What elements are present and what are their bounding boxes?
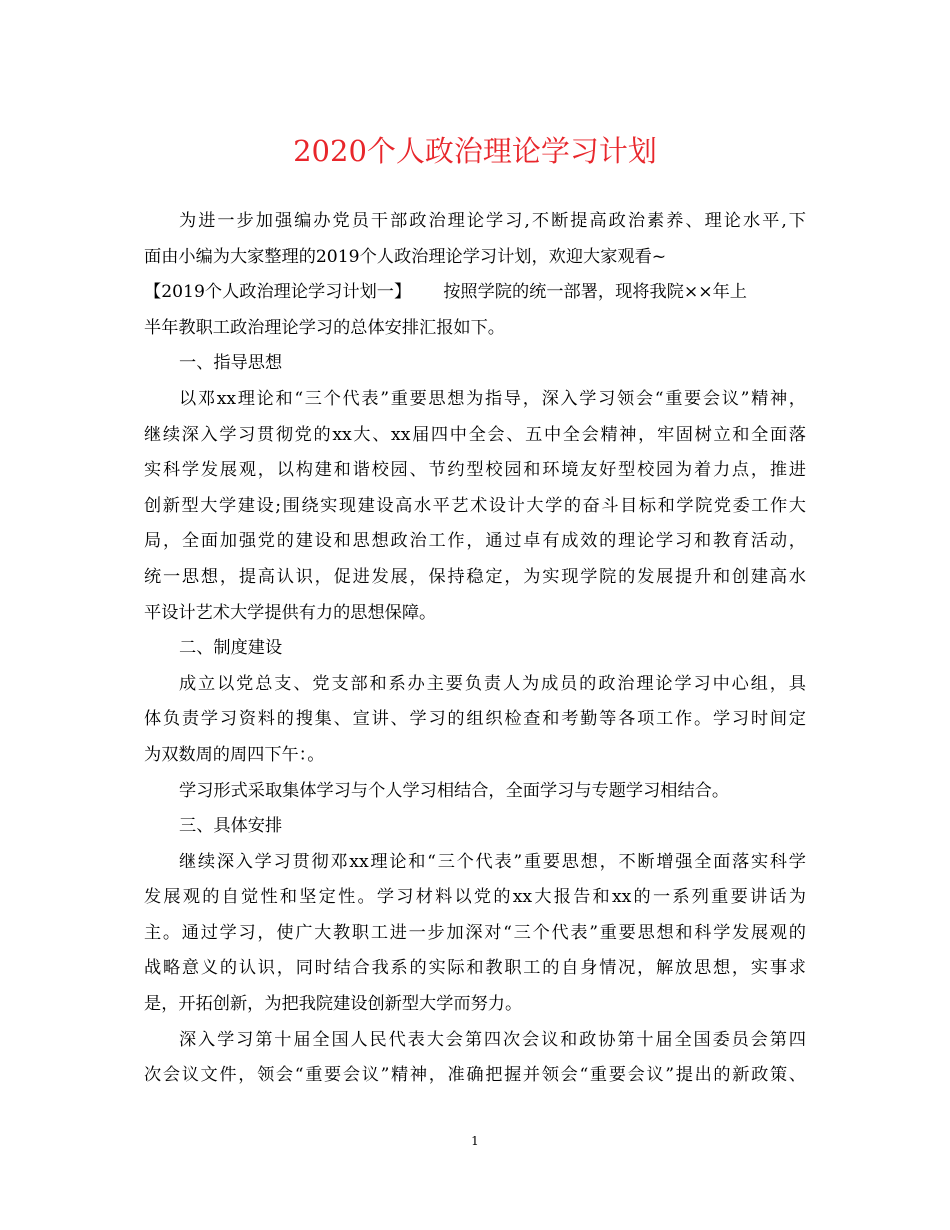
section-heading: 一、指导思想 [179,353,283,374]
paragraph-line: 是，开拓创新，为把我院建设创新型大学而努力。 [144,994,523,1015]
paragraph-line: 实科学发展观，以构建和谐校园、节约型校园和环境友好型校园为着力点，推进 [144,460,806,481]
paragraph-line: 为进一步加强编办党员干部政治理论学习,不断提高政治素养、理论水平,下 [179,211,806,231]
paragraph-line: 主。通过学习，使广大教职工进一步加深对“三个代表”重要思想和科学发展观的 [144,922,806,943]
paragraph-line: 成立以党总支、党支部和系办主要负责人为成员的政治理论学习中心组，具 [179,673,806,694]
paragraph-line: 为双数周的周四下午：。 [144,744,325,765]
paragraph-line: 战略意义的认识，同时结合我系的实际和教职工的自身情况，解放思想，实事求 [144,958,806,979]
section-heading: 【2019个人政治理论学习计划一】 [144,282,412,303]
paragraph-line: 局，全面加强党的建设和思想政治工作，通过卓有成效的理论学习和教育活动， [144,531,806,552]
paragraph-line: 继续深入学习贯彻邓xx理论和“三个代表”重要思想，不断增强全面落实科学 [179,851,806,872]
paragraph-line: 半年教职工政治理论学习的总体安排汇报如下。 [144,317,505,338]
paragraph-line: 创新型大学建设;围绕实现建设高水平艺术设计大学的奋斗目标和学院党委工作大 [144,495,806,516]
paragraph-line: 统一思想，提高认识，促进发展，保持稳定，为实现学院的发展提升和创建高水 [144,566,806,587]
paragraph-text: 按照学院的统一部署，现将我院××年上 [443,282,747,303]
paragraph-line [144,275,806,311]
section-heading: 三、具体安排 [179,816,283,837]
paragraph-line: 发展观的自觉性和坚定性。学习材料以党的xx大报告和xx的一系列重要讲话为 [144,887,806,908]
paragraph-line: 体负责学习资料的搜集、宣讲、学习的组织检查和考勤等各项工作。学习时间定 [144,709,806,730]
section-heading: 二、制度建设 [179,638,283,659]
paragraph-line: 以邓xx理论和“三个代表”重要思想为指导，深入学习领会“重要会议”精神， [179,388,806,409]
paragraph-line: 次会议文件，领会“重要会议”精神，准确把握并领会“重要会议”提出的新政策、 [144,1065,806,1086]
document-body [144,204,806,1094]
page-number: 1 [471,1134,479,1148]
paragraph-line: 平设计艺术大学提供有力的思想保障。 [144,602,437,623]
paragraph-line: 面由小编为大家整理的2019个人政治理论学习计划，欢迎大家观看~ [144,246,667,267]
paragraph-line: 深入学习第十届全国人民代表大会第四次会议和政协第十届全国委员会第四 [179,1029,806,1050]
paragraph-line: 学习形式采取集体学习与个人学习相结合，全面学习与专题学习相结合。 [179,780,730,801]
document-title: 2020个人政治理论学习计划 [293,134,657,168]
paragraph-line: 继续深入学习贯彻党的xx大、xx届四中全会、五中全会精神，牢固树立和全面落 [144,424,806,445]
